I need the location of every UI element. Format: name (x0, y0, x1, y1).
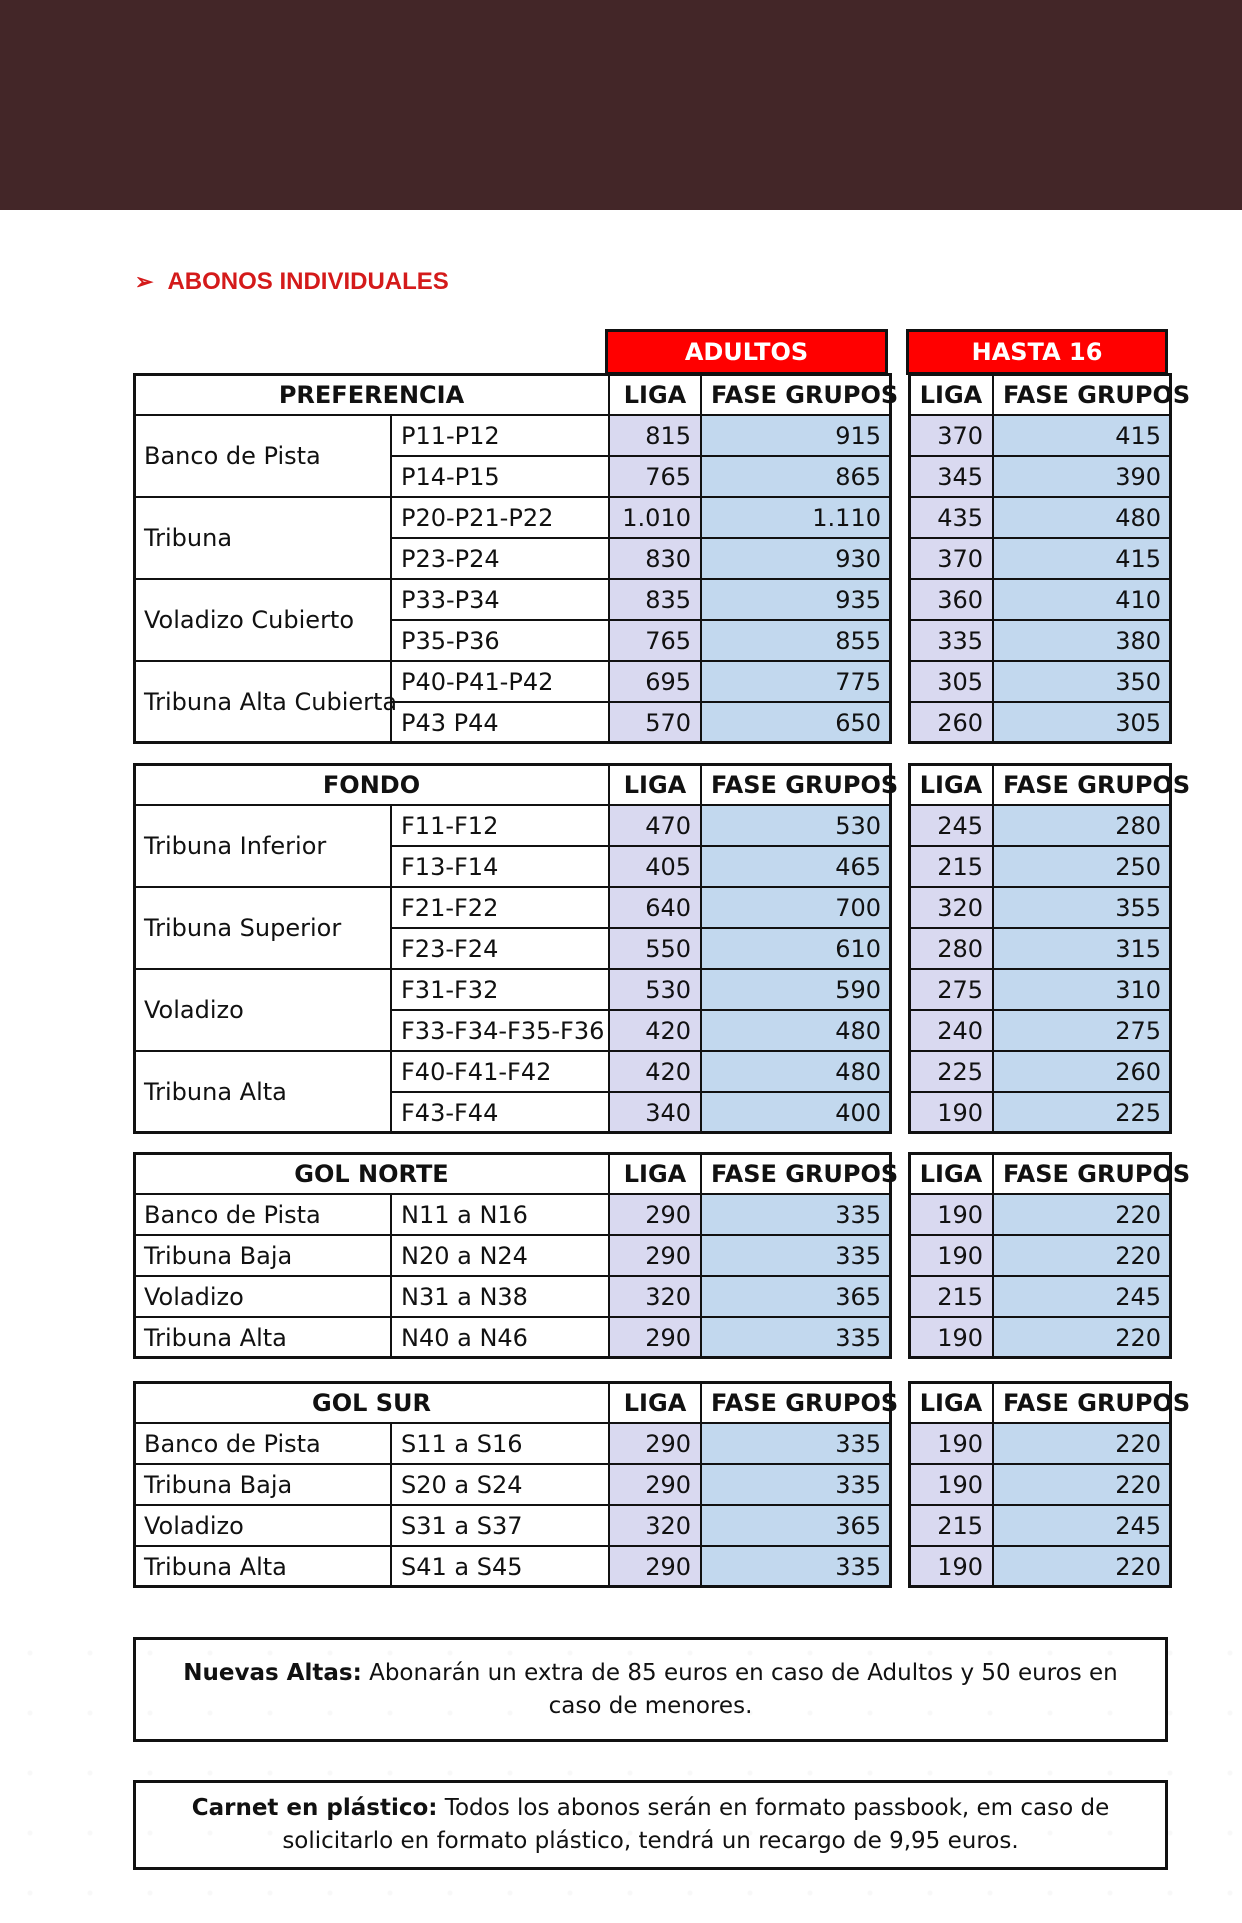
price-hasta16-liga: 190 (909, 1546, 993, 1587)
col-header-liga: LIGA (609, 764, 701, 805)
note-box (133, 1637, 1168, 1742)
seat-code: F43-F44 (391, 1092, 609, 1133)
area-name: Banco de Pista (134, 415, 391, 497)
area-name: Voladizo (134, 969, 391, 1051)
price-hasta16-liga: 225 (909, 1051, 993, 1092)
seat-code: F33-F34-F35-F36 (391, 1010, 609, 1051)
table-row (909, 415, 1171, 456)
col-header-fase: FASE GRUPOS (993, 764, 1171, 805)
col-header-fase: FASE GRUPOS (993, 374, 1171, 415)
price-adultos-liga: 290 (609, 1423, 701, 1464)
seat-code: F21-F22 (391, 887, 609, 928)
seat-code: S41 a S45 (391, 1546, 609, 1587)
table-row (909, 538, 1171, 579)
price-adultos-liga: 420 (609, 1051, 701, 1092)
seat-code: N40 a N46 (391, 1317, 609, 1358)
price-hasta16-fase: 415 (993, 415, 1171, 456)
seat-code: N31 a N38 (391, 1276, 609, 1317)
note-box (133, 1780, 1168, 1870)
col-header-liga: LIGA (909, 1153, 993, 1194)
price-hasta16-fase: 245 (993, 1505, 1171, 1546)
area-name: Tribuna Alta (134, 1051, 391, 1133)
price-table-adultos (133, 763, 899, 1134)
area-name: Voladizo (134, 1505, 391, 1546)
price-table-hasta16 (908, 1381, 1191, 1588)
arrow-bullet-icon: ➢ (135, 269, 154, 294)
price-adultos-fase: 335 (701, 1546, 891, 1587)
table-row (909, 1194, 1171, 1235)
seat-code: P40-P41-P42 (391, 661, 609, 702)
price-adultos-liga: 765 (609, 620, 701, 661)
price-adultos-liga: 695 (609, 661, 701, 702)
price-hasta16-liga: 240 (909, 1010, 993, 1051)
price-adultos-fase: 590 (701, 969, 891, 1010)
table-row (909, 661, 1171, 702)
note-text (156, 1792, 1145, 1858)
price-adultos-fase: 610 (701, 928, 891, 969)
price-hasta16-liga: 215 (909, 1276, 993, 1317)
note-label: Carnet en plástico: (191, 1795, 438, 1821)
price-hasta16-fase: 220 (993, 1464, 1171, 1505)
price-adultos-liga: 320 (609, 1505, 701, 1546)
note-text (156, 1657, 1145, 1723)
price-adultos-liga: 320 (609, 1276, 701, 1317)
price-adultos-liga: 640 (609, 887, 701, 928)
price-table-adultos (133, 1381, 899, 1588)
table-row (134, 1051, 891, 1092)
table-row (134, 1423, 891, 1464)
table-row (134, 1194, 891, 1235)
area-name: Tribuna Alta (134, 1317, 391, 1358)
table-row (134, 1235, 891, 1276)
table-row (134, 969, 891, 1010)
table-row (134, 661, 891, 702)
price-hasta16-liga: 435 (909, 497, 993, 538)
price-adultos-fase: 335 (701, 1464, 891, 1505)
price-adultos-liga: 340 (609, 1092, 701, 1133)
price-adultos-liga: 405 (609, 846, 701, 887)
price-table-hasta16 (908, 763, 1191, 1134)
col-header-fase: FASE GRUPOS (701, 764, 891, 805)
area-name: Voladizo Cubierto (134, 579, 391, 661)
table-row (909, 456, 1171, 497)
price-hasta16-fase: 220 (993, 1194, 1171, 1235)
price-hasta16-liga: 190 (909, 1464, 993, 1505)
price-adultos-liga: 570 (609, 702, 701, 743)
table-row (909, 846, 1171, 887)
price-hasta16-fase: 220 (993, 1546, 1171, 1587)
price-adultos-fase: 335 (701, 1235, 891, 1276)
table-row (909, 1235, 1171, 1276)
price-adultos-fase: 930 (701, 538, 891, 579)
price-table-hasta16 (908, 373, 1191, 744)
price-hasta16-liga: 260 (909, 702, 993, 743)
seat-code: F13-F14 (391, 846, 609, 887)
price-hasta16-fase: 275 (993, 1010, 1171, 1051)
table-title: FONDO (134, 764, 609, 805)
table-row (909, 620, 1171, 661)
seat-code: F11-F12 (391, 805, 609, 846)
price-adultos-fase: 480 (701, 1010, 891, 1051)
price-hasta16-fase: 280 (993, 805, 1171, 846)
area-name: Tribuna Alta (134, 1546, 391, 1587)
seat-code: P14-P15 (391, 456, 609, 497)
area-name: Tribuna Baja (134, 1464, 391, 1505)
table-row (134, 1317, 891, 1358)
price-adultos-fase: 935 (701, 579, 891, 620)
price-hasta16-fase: 355 (993, 887, 1171, 928)
price-adultos-fase: 865 (701, 456, 891, 497)
seat-code: P20-P21-P22 (391, 497, 609, 538)
price-hasta16-liga: 245 (909, 805, 993, 846)
col-header-liga: LIGA (609, 1153, 701, 1194)
col-header-fase: FASE GRUPOS (993, 1153, 1171, 1194)
price-adultos-liga: 815 (609, 415, 701, 456)
area-name: Tribuna Baja (134, 1235, 391, 1276)
price-hasta16-liga: 280 (909, 928, 993, 969)
price-table-hasta16 (908, 1152, 1191, 1359)
table-row (134, 415, 891, 456)
table-row (909, 887, 1171, 928)
col-header-liga: LIGA (609, 374, 701, 415)
area-name: Tribuna Inferior (134, 805, 391, 887)
price-hasta16-fase: 250 (993, 846, 1171, 887)
price-adultos-liga: 290 (609, 1194, 701, 1235)
table-row (134, 1464, 891, 1505)
price-hasta16-fase: 380 (993, 620, 1171, 661)
price-hasta16-liga: 190 (909, 1317, 993, 1358)
price-adultos-fase: 365 (701, 1505, 891, 1546)
table-row (909, 1317, 1171, 1358)
price-adultos-fase: 650 (701, 702, 891, 743)
table-row (909, 928, 1171, 969)
price-table-adultos (133, 1152, 899, 1359)
price-hasta16-liga: 190 (909, 1235, 993, 1276)
table-row (909, 1276, 1171, 1317)
note-body: Abonarán un extra de 85 euros en caso de Adultos y 50 euros en caso de menores. (361, 1659, 1118, 1719)
price-hasta16-fase: 310 (993, 969, 1171, 1010)
price-hasta16-fase: 415 (993, 538, 1171, 579)
price-adultos-liga: 830 (609, 538, 701, 579)
price-hasta16-fase: 350 (993, 661, 1171, 702)
price-adultos-liga: 290 (609, 1546, 701, 1587)
seat-code: S11 a S16 (391, 1423, 609, 1464)
seat-code: P43 P44 (391, 702, 609, 743)
price-hasta16-liga: 190 (909, 1194, 993, 1235)
price-hasta16-liga: 335 (909, 620, 993, 661)
note-label: Nuevas Altas: (183, 1659, 362, 1686)
section-title (135, 268, 449, 296)
price-hasta16-fase: 220 (993, 1235, 1171, 1276)
price-adultos-liga: 290 (609, 1235, 701, 1276)
price-hasta16-fase: 260 (993, 1051, 1171, 1092)
price-adultos-fase: 335 (701, 1317, 891, 1358)
area-name: Tribuna (134, 497, 391, 579)
price-hasta16-liga: 190 (909, 1092, 993, 1133)
table-title: GOL NORTE (134, 1153, 609, 1194)
price-hasta16-fase: 305 (993, 702, 1171, 743)
area-name: Tribuna Alta Cubierta (134, 661, 391, 743)
seat-code: F31-F32 (391, 969, 609, 1010)
seat-code: S20 a S24 (391, 1464, 609, 1505)
table-row (909, 1092, 1171, 1133)
price-adultos-fase: 855 (701, 620, 891, 661)
price-hasta16-fase: 220 (993, 1317, 1171, 1358)
note-body: Todos los abonos serán en formato passbook, em caso de solicitarlo en formato plástico, tendrá un recargo de 9,95 euros. (282, 1795, 1110, 1854)
price-adultos-liga: 290 (609, 1464, 701, 1505)
table-row (134, 805, 891, 846)
table-row (909, 579, 1171, 620)
table-title: PREFERENCIA (134, 374, 609, 415)
adultos-header: ADULTOS (605, 329, 888, 375)
seat-code: F23-F24 (391, 928, 609, 969)
price-hasta16-liga: 190 (909, 1423, 993, 1464)
seat-code: N20 a N24 (391, 1235, 609, 1276)
hasta16-header: HASTA 16 (906, 329, 1168, 375)
price-adultos-liga: 530 (609, 969, 701, 1010)
price-adultos-liga: 835 (609, 579, 701, 620)
area-name: Banco de Pista (134, 1423, 391, 1464)
table-row (134, 1276, 891, 1317)
price-adultos-fase: 480 (701, 1051, 891, 1092)
table-title: GOL SUR (134, 1382, 609, 1423)
seat-code: P35-P36 (391, 620, 609, 661)
area-name: Tribuna Superior (134, 887, 391, 969)
price-hasta16-fase: 390 (993, 456, 1171, 497)
table-row (909, 1423, 1171, 1464)
price-hasta16-liga: 275 (909, 969, 993, 1010)
table-row (909, 805, 1171, 846)
col-header-liga: LIGA (909, 374, 993, 415)
price-adultos-liga: 420 (609, 1010, 701, 1051)
col-header-liga: LIGA (909, 764, 993, 805)
table-row (909, 1051, 1171, 1092)
seat-code: P33-P34 (391, 579, 609, 620)
price-adultos-fase: 530 (701, 805, 891, 846)
price-adultos-liga: 550 (609, 928, 701, 969)
price-adultos-liga: 470 (609, 805, 701, 846)
price-adultos-fase: 400 (701, 1092, 891, 1133)
price-adultos-fase: 335 (701, 1194, 891, 1235)
price-hasta16-fase: 245 (993, 1276, 1171, 1317)
col-header-liga: LIGA (909, 1382, 993, 1423)
price-hasta16-liga: 370 (909, 415, 993, 456)
price-hasta16-liga: 215 (909, 846, 993, 887)
table-row (909, 969, 1171, 1010)
table-row (909, 1010, 1171, 1051)
top-banner (0, 0, 1242, 210)
price-hasta16-fase: 315 (993, 928, 1171, 969)
col-header-fase: FASE GRUPOS (993, 1382, 1171, 1423)
price-adultos-fase: 915 (701, 415, 891, 456)
seat-code: P11-P12 (391, 415, 609, 456)
table-row (909, 1505, 1171, 1546)
price-hasta16-fase: 220 (993, 1423, 1171, 1464)
price-hasta16-liga: 305 (909, 661, 993, 702)
col-header-fase: FASE GRUPOS (701, 1382, 891, 1423)
price-hasta16-fase: 480 (993, 497, 1171, 538)
col-header-fase: FASE GRUPOS (701, 1153, 891, 1194)
price-table-adultos (133, 373, 899, 744)
seat-code: N11 a N16 (391, 1194, 609, 1235)
table-row (909, 497, 1171, 538)
table-row (909, 1464, 1171, 1505)
section-title-text: ABONOS INDIVIDUALES (167, 268, 449, 295)
seat-code: P23-P24 (391, 538, 609, 579)
price-hasta16-fase: 410 (993, 579, 1171, 620)
price-adultos-liga: 1.010 (609, 497, 701, 538)
price-adultos-fase: 775 (701, 661, 891, 702)
table-row (134, 497, 891, 538)
price-adultos-liga: 765 (609, 456, 701, 497)
price-hasta16-liga: 345 (909, 456, 993, 497)
price-hasta16-liga: 360 (909, 579, 993, 620)
table-row (909, 1546, 1171, 1587)
price-adultos-fase: 1.110 (701, 497, 891, 538)
table-row (909, 702, 1171, 743)
area-name: Voladizo (134, 1276, 391, 1317)
price-adultos-fase: 365 (701, 1276, 891, 1317)
price-adultos-fase: 335 (701, 1423, 891, 1464)
seat-code: F40-F41-F42 (391, 1051, 609, 1092)
price-adultos-fase: 465 (701, 846, 891, 887)
price-hasta16-liga: 215 (909, 1505, 993, 1546)
table-row (134, 1546, 891, 1587)
col-header-fase: FASE GRUPOS (701, 374, 891, 415)
col-header-liga: LIGA (609, 1382, 701, 1423)
seat-code: S31 a S37 (391, 1505, 609, 1546)
price-hasta16-liga: 370 (909, 538, 993, 579)
table-row (134, 579, 891, 620)
table-row (134, 887, 891, 928)
price-adultos-liga: 290 (609, 1317, 701, 1358)
table-row (134, 1505, 891, 1546)
price-hasta16-liga: 320 (909, 887, 993, 928)
price-adultos-fase: 700 (701, 887, 891, 928)
price-hasta16-fase: 225 (993, 1092, 1171, 1133)
area-name: Banco de Pista (134, 1194, 391, 1235)
